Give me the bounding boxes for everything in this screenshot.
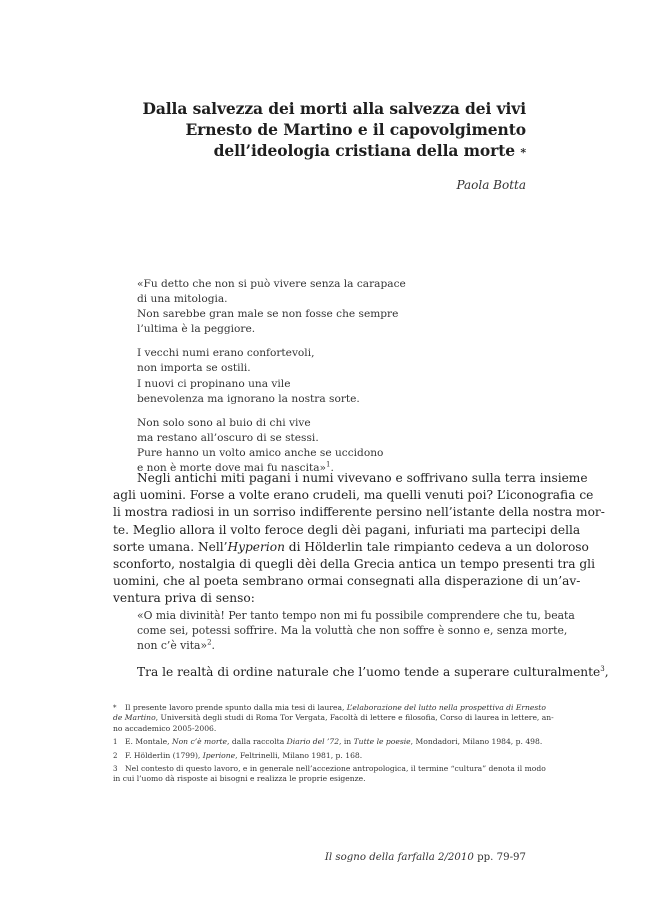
footnote-marker: 2 bbox=[113, 751, 118, 760]
text-line: ventura priva di senso: bbox=[113, 591, 255, 606]
poem-line: «Fu detto che non si può vivere senza la carapace bbox=[137, 278, 406, 290]
footnote-star bbox=[113, 703, 554, 734]
journal-issue: Il sogno della farfalla 2/2010 bbox=[324, 852, 474, 863]
poem-stanza-3 bbox=[137, 416, 527, 476]
footnotes bbox=[113, 703, 554, 788]
body-paragraph-1 bbox=[113, 470, 605, 608]
poem-line: benevolenza ma ignorano la nostra sorte. bbox=[137, 392, 360, 405]
poem-line: Non sarebbe gran male se non fosse che sempre bbox=[137, 308, 399, 321]
note-line: no accademico 2005-2006. bbox=[113, 723, 217, 733]
block-quote bbox=[137, 608, 575, 654]
poem-line: l’ultima è la peggiore. bbox=[137, 323, 256, 336]
text-line: sconforto, nostalgia di quegli dèi della Grecia antica un tempo presenti tra gli bbox=[113, 557, 595, 572]
journal-footer bbox=[325, 852, 526, 863]
title-line-2: Ernesto de Martino e il capovolgimento bbox=[185, 120, 526, 139]
note-line: in cui l’uomo dà risposte ai bisogni e realizza le proprie esigenze. bbox=[113, 774, 366, 784]
title-footnote-marker: * bbox=[520, 146, 526, 159]
text-line: Negli antichi miti pagani i numi vivevano e soffrivano sulla terra insieme bbox=[137, 471, 588, 485]
poem-line: I vecchi numi erano confortevoli, bbox=[137, 347, 315, 360]
article-title bbox=[142, 98, 526, 161]
text-line: Tra le realtà di ordine naturale che l’uomo tende a superare culturalmente$^3$, bbox=[137, 664, 609, 679]
footnote-ref-3[interactable]: 3 bbox=[600, 664, 605, 673]
footnote-marker: 3 bbox=[113, 765, 118, 774]
poem-line: di una mitologia. bbox=[137, 293, 228, 306]
work-title-hyperion: Hyperion bbox=[227, 539, 285, 554]
poem-line: e non è morte dove mai fu nascita»$^1$. bbox=[137, 460, 334, 475]
poem-line: non importa se ostili. bbox=[137, 362, 251, 375]
text-line: sorte umana. Nell’Hyperion di Hölderlin tale rimpianto cedeva a un doloroso bbox=[113, 539, 589, 554]
note-line: F. Hölderlin (1799), Iperione, Feltrinelli, Milano 1981, p. 168. bbox=[125, 750, 363, 760]
epigraph-poem bbox=[137, 277, 527, 485]
poem-line: Non solo sono al buio di chi vive bbox=[137, 416, 311, 429]
poem-line: I nuovi ci propinano una vile bbox=[137, 377, 291, 390]
note-line: E. Montale, Non c’è morte, dalla raccolta Diario del ’72, in Tutte le poesie, Mondadori, Milano 1984, p. 498. bbox=[125, 737, 543, 747]
quote-line: come sei, potessi soffrire. Ma la voluttà che non soffre è sonno e, senza morte, bbox=[137, 624, 568, 638]
body-paragraph-2 bbox=[113, 664, 609, 681]
text-line: li mostra radiosi in un sorriso indifferente persino nell’istante della nostra mor- bbox=[113, 505, 605, 520]
footnote-marker: * bbox=[113, 704, 117, 712]
text-line: uomini, che al poeta sembrano ormai consegnati alla disperazione di un’av- bbox=[113, 574, 581, 589]
footnote-2 bbox=[113, 751, 526, 761]
footnote-marker: 1 bbox=[113, 738, 118, 747]
poem-stanza-2 bbox=[137, 346, 527, 406]
footnote-ref-2[interactable]: 2 bbox=[207, 638, 212, 647]
quote-line: non c’è vita»$^2$. bbox=[137, 638, 215, 653]
author-name: Paola Botta bbox=[456, 178, 526, 192]
note-line: Nel contesto di questo lavoro, e in generale nell’accezione antropologica, il termine “cultura” denota il modo bbox=[125, 764, 546, 774]
poem-line: Pure hanno un volto amico anche se uccidono bbox=[137, 446, 384, 459]
title-line-3: dell’ideologia cristiana della morte * bbox=[213, 141, 526, 160]
quote-line: «O mia divinità! Per tanto tempo non mi fu possibile comprendere che tu, beata bbox=[137, 609, 575, 622]
footnote-1 bbox=[113, 737, 543, 747]
poem-stanza-1 bbox=[137, 277, 527, 337]
note-line: de Martino, Università degli studi di Roma Tor Vergata, Facoltà di lettere e filosofia, Corso di laurea in lettere, an- bbox=[113, 713, 554, 723]
poem-line: ma restano all’oscuro di se stessi. bbox=[137, 431, 319, 444]
text-line: te. Meglio allora il volto feroce degli dèi pagani, infuriati ma partecipi della bbox=[113, 522, 581, 537]
page-range: pp. 79-97 bbox=[473, 852, 526, 863]
title-line-1: Dalla salvezza dei morti alla salvezza dei vivi bbox=[142, 99, 526, 118]
note-line: Il presente lavoro prende spunto dalla mia tesi di laurea, L’elaborazione del lutto nella prospettiva di Ernesto bbox=[125, 703, 546, 712]
footnote-ref-1[interactable]: 1 bbox=[326, 460, 331, 469]
footnote-3 bbox=[113, 764, 546, 785]
text-line: agli uomini. Forse a volte erano crudeli, ma quelli venuti poi? L’iconografia ce bbox=[113, 488, 594, 503]
